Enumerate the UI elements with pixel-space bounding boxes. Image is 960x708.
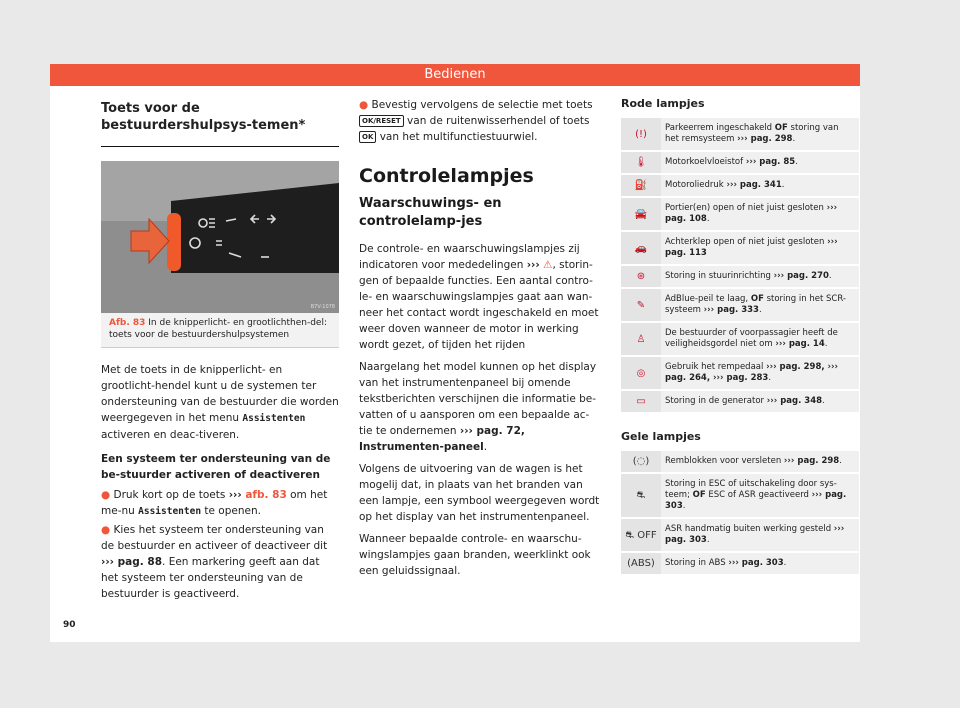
esc-icon: ⛐ bbox=[621, 473, 661, 518]
ok-reset-key-icon: OK/RESET bbox=[359, 115, 404, 127]
warning-triangle-icon: ⚠ bbox=[543, 259, 553, 271]
bullet-choose-system: ● Kies het systeem ter ondersteuning van de bestuurder en activeer of deactiveer dit ››› pag. 88. Een markering geeft aan dat het systeem ter ondersteuning van de bestuurder is geactiveerd. bbox=[101, 524, 328, 600]
column-middle bbox=[359, 97, 600, 579]
lamp-description: ASR handmatig buiten werking gesteld ››› pag. 303. bbox=[661, 518, 859, 552]
adblue-icon: ✎ bbox=[621, 288, 661, 322]
yellow-lamps-title: Gele lampjes bbox=[621, 430, 701, 443]
yellow-lamps-table bbox=[621, 451, 859, 576]
generator-icon: ▭ bbox=[621, 390, 661, 413]
heading-controlelampjes: Controlelampjes bbox=[359, 165, 534, 187]
oil-pressure-icon: ⛽ bbox=[621, 174, 661, 197]
paragraph-1: De controle- en waarschuwingslampjes zij indicatoren voor mededelingen ››› ⚠, storin-gen of bepaalde functies. Een aantal contro-le- en waarschuwingslampjes gaat aan wan-neer het contact wordt ingeschakeld en moet weer doven wanneer de motor in werking wordt gezet, of tijden het rijden bbox=[359, 243, 599, 351]
seatbelt-icon: ♙ bbox=[621, 322, 661, 356]
intro-paragraph: Met de toets in de knipperlicht- en grootlicht-hendel kunt u de systemen ter ondersteuning van de bestuurder die worden weergegeven in het menu Assistenten activeren en deac-tiveren. bbox=[101, 364, 339, 441]
brake-pads-icon: (◌) bbox=[621, 451, 661, 473]
lamp-row bbox=[621, 390, 859, 413]
lamp-description: Parkeerrem ingeschakeld OF storing van het remsysteem ››› pag. 298. bbox=[661, 118, 859, 151]
lever-illustration bbox=[101, 161, 339, 313]
column-right bbox=[621, 97, 859, 576]
lamp-row bbox=[621, 197, 859, 231]
heading-driver-assist-button: Toets voor de bestuurdershulpsys-temen* bbox=[101, 100, 339, 147]
lamp-description: Storing in ABS ››› pag. 303. bbox=[661, 552, 859, 575]
lamp-description: Motorkoelvloeistof ››› pag. 85. bbox=[661, 151, 859, 174]
asr-off-icon: ⛐ OFF bbox=[621, 518, 661, 552]
lamp-description: Storing in ESC of uitschakeling door sys-teem; OF ESC of ASR geactiveerd ››› pag. 303. bbox=[661, 473, 859, 518]
section-banner: Bedienen bbox=[50, 64, 860, 86]
coolant-icon: 🌡 bbox=[621, 151, 661, 174]
lamp-row bbox=[621, 322, 859, 356]
subheading-warning-lamps: Waarschuwings- en controlelamp-jes bbox=[359, 196, 502, 229]
lamp-row bbox=[621, 265, 859, 288]
lamp-row bbox=[621, 151, 859, 174]
parking-brake-icon: (!) bbox=[621, 118, 661, 151]
subheading-activate: Een systeem ter ondersteuning van de be-stuurder activeren of deactiveren bbox=[101, 453, 331, 481]
paragraph-3: Volgens de uitvoering van de wagen is het mogelij dat, in plaats van het branden van een lampje, een symbool weergegeven wordt op het display van het instrumentenpaneel. bbox=[359, 463, 600, 523]
ok-key-icon: OK bbox=[359, 131, 376, 143]
lamp-description: Remblokken voor versleten ››› pag. 298. bbox=[661, 451, 859, 473]
lamp-row bbox=[621, 118, 859, 151]
lamp-description: Achterklep open of niet juist gesloten ››› pag. 113 bbox=[661, 231, 859, 265]
lamp-row bbox=[621, 451, 859, 473]
bullet-press-button: ● Druk kort op de toets ››› afb. 83 om het me-nu Assistenten te openen. bbox=[101, 489, 328, 517]
figure-caption bbox=[101, 313, 339, 348]
abs-icon: (ABS) bbox=[621, 552, 661, 575]
bullet-confirm: ● Bevestig vervolgens de selectie met toets OK/RESET van de ruitenwisserhendel of toets OK van het multifunctiestuurwiel. bbox=[359, 99, 593, 143]
red-lamps-table bbox=[621, 118, 859, 414]
column-left bbox=[101, 100, 339, 602]
page-number: 90 bbox=[63, 620, 76, 630]
lamp-description: Gebruik het rempedaal ››› pag. 298, ››› pag. 264, ››› pag. 283. bbox=[661, 356, 859, 390]
lamp-row bbox=[621, 174, 859, 197]
lamp-description: Storing in stuurinrichting ››› pag. 270. bbox=[661, 265, 859, 288]
lamp-description: De bestuurder of voorpassagier heeft de veiligheidsgordel niet om ››› pag. 14. bbox=[661, 322, 859, 356]
lamp-description: Storing in de generator ››› pag. 348. bbox=[661, 390, 859, 413]
lamp-row bbox=[621, 518, 859, 552]
lamp-row bbox=[621, 231, 859, 265]
lamp-description: AdBlue-peil te laag, OF storing in het SCR-systeem ››› pag. 333. bbox=[661, 288, 859, 322]
figure-caption-text: In de knipperlicht- en grootlichthen-del: toets voor de bestuurdershulpsystemen bbox=[109, 318, 327, 340]
lamp-row bbox=[621, 552, 859, 575]
figure-code: B7V-1078 bbox=[310, 304, 335, 310]
lamp-description: Portier(en) open of niet juist gesloten ››› pag. 108. bbox=[661, 197, 859, 231]
red-lamps-title: Rode lampjes bbox=[621, 97, 705, 110]
lamp-row bbox=[621, 473, 859, 518]
paragraph-4: Wanneer bepaalde controle- en waarschu-wingslampjes gaan branden, weerklinkt ook een geluidssignaal. bbox=[359, 533, 591, 577]
tailgate-open-icon: 🚗 bbox=[621, 231, 661, 265]
figure-label: Afb. 83 bbox=[109, 318, 146, 328]
lamp-row bbox=[621, 288, 859, 322]
brake-pedal-icon: ◎ bbox=[621, 356, 661, 390]
lamp-row bbox=[621, 356, 859, 390]
paragraph-2: Naargelang het model kunnen op het display van het instrumentenpaneel bij omende tekstberichten verschijnen die informatie be-vatten of u aansporen om een bepaalde ac-tie te ondernemen ››› pag. 72, Instrumenten-paneel. bbox=[359, 361, 597, 453]
door-open-icon: 🚘 bbox=[621, 197, 661, 231]
lamp-description: Motorolie​druk ››› pag. 341. bbox=[661, 174, 859, 197]
figure-lever bbox=[101, 161, 339, 313]
steering-icon: ⊛ bbox=[621, 265, 661, 288]
